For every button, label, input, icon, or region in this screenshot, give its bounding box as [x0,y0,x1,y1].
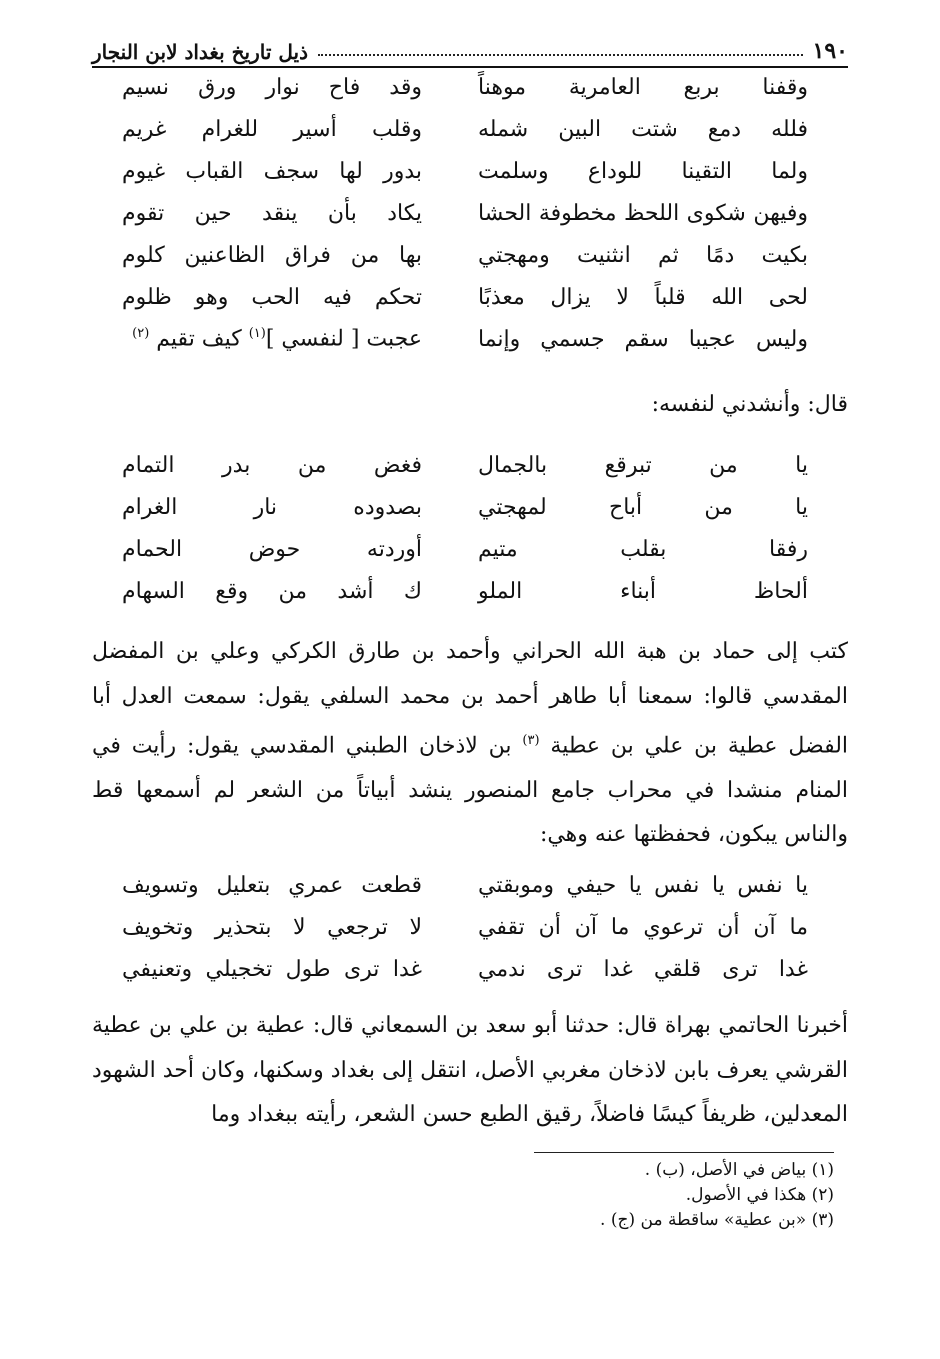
verse [92,906,848,948]
poem-1 [92,66,848,360]
second-hemistich: بصدوده نار الغرام [122,494,422,520]
verse [92,66,848,108]
verse [92,948,848,990]
hemistich-text: عجبت [ لنفسي ] [265,326,422,352]
first-hemistich: وقفنا بربع العامرية موهناً [478,74,808,100]
verse [92,570,848,612]
footnote-separator [534,1152,834,1153]
first-hemistich: وفيهن شكوى اللحظ مخطوفة الحشا [478,200,808,226]
paragraph-text: كتب إلى حماد بن هبة الله الحراني وأحمد بن طارق الكركي وعلي بن المفضل المقدسي قالوا: سمعنا أبا طاهر أحمد بن محمد السلفي يقول: سمعت العدل أبا الفضل عطية بن علي بن عطية [92,639,849,759]
section-intro: قال: وأنشدني لنفسه: [651,392,848,417]
verse [92,318,848,360]
first-hemistich: يا نفس يا نفس يا حيفي وموبقتي [478,872,808,898]
page-number: ١٩٠ [812,38,848,64]
running-title: ذيل تاريخ بغداد لابن النجار [92,40,308,64]
paragraph-1 [92,630,848,858]
first-hemistich: يا من أباح لمهجتي [478,494,808,520]
first-hemistich: ألحاظ أبناء الملو [478,578,808,604]
page-header [92,30,848,68]
second-hemistich: غدا ترى طول تخجيلي وتعنيفي [122,956,422,982]
second-hemistich [122,326,422,351]
second-hemistich: ك أشد من وقع السهام [122,578,422,604]
footnotes [234,1158,834,1233]
verse [92,150,848,192]
first-hemistich: فلله دمع شتت البين شمله [478,116,808,142]
footnote: (٢) هكذا في الأصول. [685,1185,834,1205]
first-hemistich: بكيت دمًا ثم انثنيت ومهجتي [478,242,808,268]
paragraph-2: أخبرنا الحاتمي بهراة قال: حدثنا أبو سعد بن السمعاني قال: عطية بن علي بن عطية القرشي يعرف بابن لاذخان مغربي الأصل، انتقل إلى بغداد وسكنها، وكان أحد الشهود المعدلين، ظريفاً كيسًا فاضلاً، رقيق الطبع حسن الشعر، رأيته ببغداد وما [92,1013,848,1127]
verse [92,108,848,150]
verse [92,192,848,234]
second-hemistich: وقلب أسير للغرام غريم [122,116,422,142]
footnote: (١) بياض في الأصل، (ب) . [644,1160,834,1180]
first-hemistich: لحى الله قلباً لا يزال معذبًا [478,284,808,310]
second-hemistich: يكاد بأن ينقد حين تقوم [122,200,422,226]
verse [92,486,848,528]
first-hemistich: ولما التقينا للوداع وسلمت [478,158,808,184]
footnote: (٣) «بن عطية» ساقطة من (ج) . [600,1210,834,1230]
first-hemistich: غدا ترى قلقي غدا ترى ندمي [478,956,808,982]
footnote-marker: (١) [248,326,266,342]
hemistich-text: كيف تقيم [156,326,242,352]
footnote-marker: (٣) [522,733,540,748]
poem-2 [92,444,848,612]
second-hemistich: قطعت عمري بتعليل وتسويف [122,872,422,898]
first-hemistich: رفقا بقلب متيم [478,536,808,562]
verse [92,864,848,906]
second-hemistich: بها من فراق الظاعنين كلوم [122,242,422,268]
verse [92,444,848,486]
first-hemistich: ما آن أن ترعوي ما آن أن تقفي [478,914,808,940]
verse [92,276,848,318]
verse [92,528,848,570]
second-hemistich: أوردته حوض الحمام [122,536,422,562]
second-hemistich: بدور لها سجف القباب غيوم [122,158,422,184]
second-hemistich: لا ترجعي لا بتحذير وتخويف [122,914,422,940]
header-dotted-leader [318,54,803,56]
poem-3 [92,864,848,990]
second-hemistich: فغض من بدر التمام [122,452,422,478]
first-hemistich: يا من تبرقع بالجمال [478,452,808,478]
first-hemistich: وليس عجيبا سقم جسمي وإنما [478,326,808,352]
paragraph-text: بن لاذخان الطبني المقدسي يقول: رأيت في المنام منشدا في محراب جامع المنصور ينشد أبياتاً من الشعر لم أسمعها قط والناس يبكون، فحفظتها عنه وهي: [92,733,848,848]
footnote-marker: (٢) [132,326,150,342]
second-hemistich: تحكم فيه الحب وهو ظلوم [122,284,422,310]
second-hemistich: وقد فاح نوار ورق نسيم [122,74,422,100]
verse [92,234,848,276]
